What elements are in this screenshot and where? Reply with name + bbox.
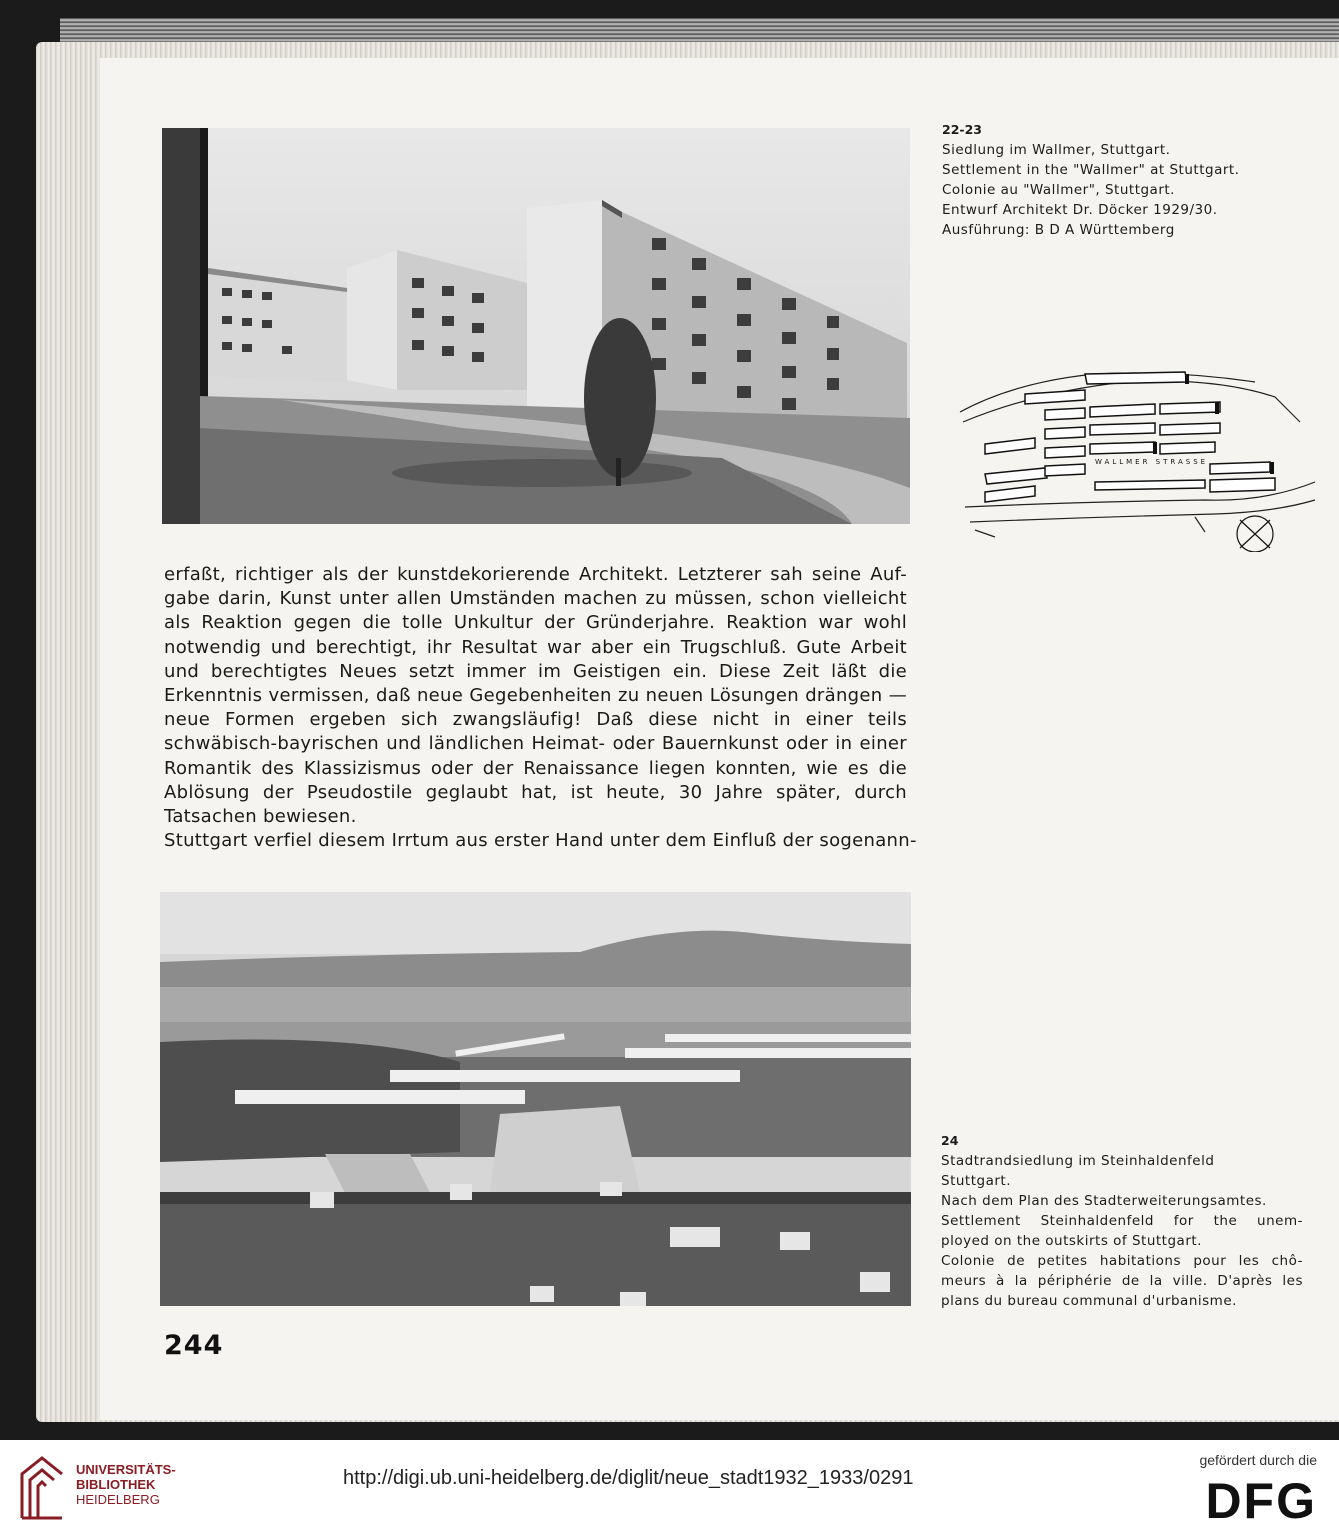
page-number: 244 <box>164 1330 224 1361</box>
caption-steinhaldenfeld <box>941 1131 1303 1311</box>
body-line: Stuttgart verfiel diesem Irrtum aus erster Hand unter dem Einfluß der sogenann- <box>164 830 917 852</box>
body-line: Ablösung der Pseudostile geglaubt hat, ist heute, 30 Jahre später, durch <box>164 781 907 803</box>
body-text <box>164 563 917 853</box>
body-line: neue Formen ergeben sich zwangsläufig! Daß diese nicht in einer teils <box>164 709 907 731</box>
library-name-line: UNIVERSITÄTS- <box>76 1462 176 1477</box>
photo-wallmer-settlement <box>162 128 910 524</box>
caption-line: Settlement Steinhaldenfeld for the unem- <box>941 1213 1303 1229</box>
caption-line: Ausführung: B D A Württemberg <box>942 222 1175 238</box>
caption-number: 22-23 <box>942 122 982 137</box>
caption-line: plans du bureau communal d'urbanisme. <box>941 1293 1237 1309</box>
body-line: Tatsachen bewiesen. <box>164 806 357 828</box>
permalink-url[interactable]: http://digi.ub.uni-heidelberg.de/diglit/neue_stadt1932_1933/0291 <box>343 1467 914 1489</box>
caption-line: meurs à la périphérie de la ville. D'après les <box>941 1273 1303 1289</box>
caption-wallmer <box>942 120 1282 240</box>
caption-line: Nach dem Plan des Stadterweiterungsamtes. <box>941 1193 1267 1209</box>
caption-line: Stadtrandsiedlung im Steinhaldenfeld <box>941 1153 1215 1169</box>
caption-line: Colonie de petites habitations pour les chô- <box>941 1253 1303 1269</box>
body-line: Erkenntnis vermissen, daß neue Gegebenheiten zu neuen Lösungen drängen — <box>164 685 907 707</box>
caption-line: Siedlung im Wallmer, Stuttgart. <box>942 142 1171 158</box>
photo-steinhaldenfeld <box>160 892 911 1306</box>
library-name-line: BIBLIOTHEK <box>76 1477 156 1492</box>
footer <box>0 1440 1339 1536</box>
library-name <box>76 1462 176 1507</box>
caption-number: 24 <box>941 1133 959 1148</box>
caption-line: ployed on the outskirts of Stuttgart. <box>941 1233 1202 1249</box>
body-line: gabe darin, Kunst unter allen Umständen machen zu müssen, schon vielleicht <box>164 588 907 610</box>
site-plan-street-label: WALLMER STRASSE <box>1095 458 1209 466</box>
caption-line: Stuttgart. <box>941 1173 1011 1189</box>
library-name-line: HEIDELBERG <box>76 1492 160 1507</box>
funded-by-label: gefördert durch die <box>1199 1452 1317 1468</box>
body-line: Romantik des Klassizismus oder der Renaissance liegen konnten, wie es die <box>164 757 907 779</box>
university-library-logo-icon <box>16 1452 68 1522</box>
body-line: und berechtigtes Neues setzt immer im Geistigen ein. Diese Zeit läßt die <box>164 660 907 682</box>
caption-line: Colonie au "Wallmer", Stuttgart. <box>942 182 1175 198</box>
body-line: als Reaktion gegen die tolle Unkultur der Gründerjahre. Reaktion war wohl <box>164 612 907 634</box>
body-line: notwendig und berechtigt, ihr Resultat war aber ein Trugschluß. Gute Arbeit <box>164 636 907 658</box>
site-plan-diagram <box>955 352 1325 552</box>
body-line: erfaßt, richtiger als der kunstdekorierende Architekt. Letzterer sah seine Auf- <box>164 564 907 585</box>
body-line: schwäbisch-bayrischen und ländlichen Heimat- oder Bauernkunst oder in einer <box>164 733 907 755</box>
caption-line: Settlement in the "Wallmer" at Stuttgart. <box>942 162 1240 178</box>
dfg-logo: DFG <box>1205 1473 1317 1529</box>
caption-line: Entwurf Architekt Dr. Döcker 1929/30. <box>942 202 1218 218</box>
